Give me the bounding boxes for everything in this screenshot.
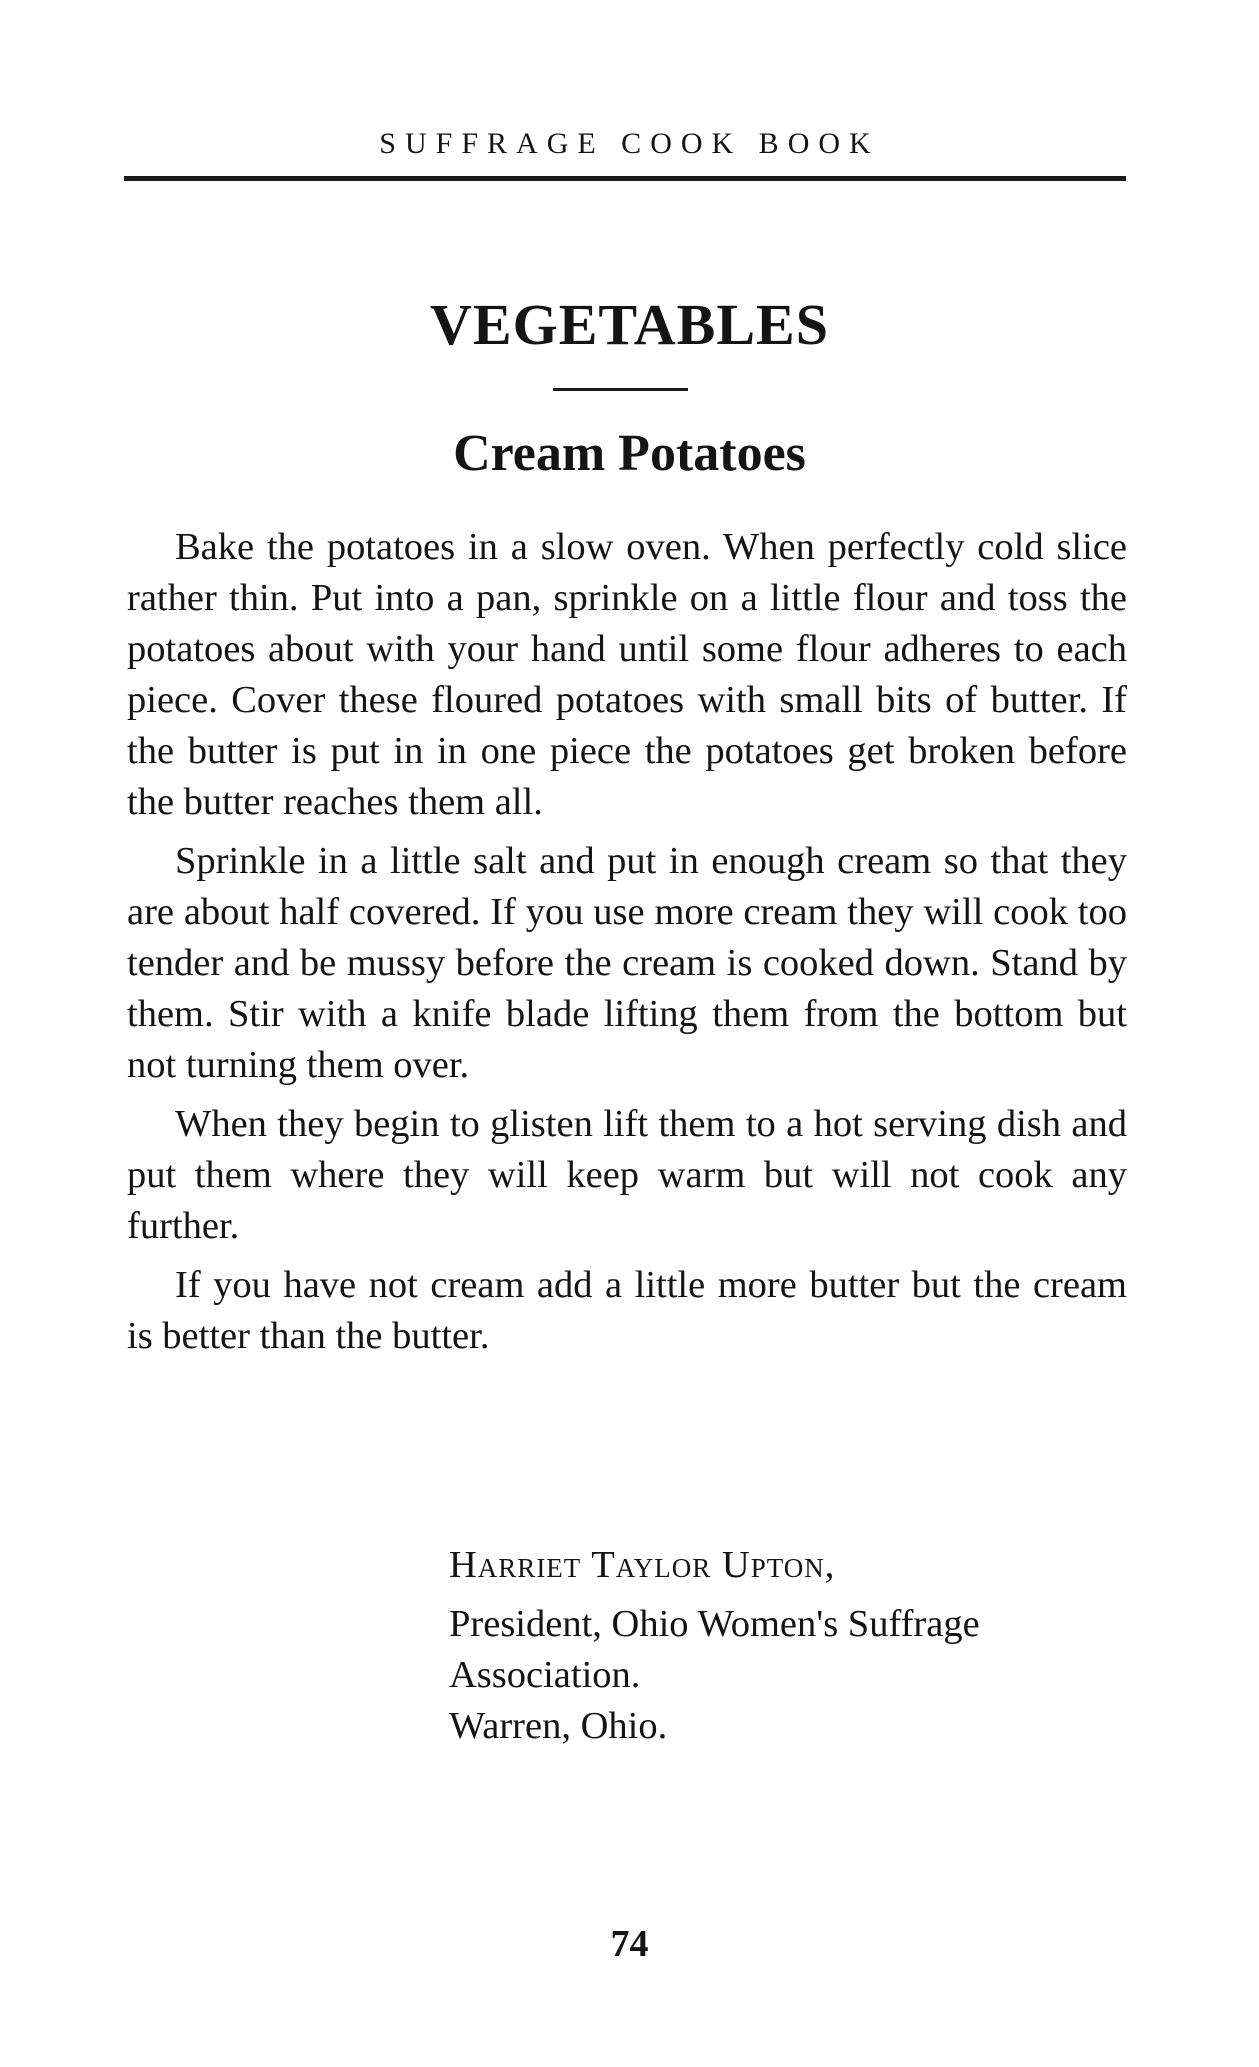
signature-name: Harriet Taylor Upton, — [449, 1544, 836, 1586]
section-divider — [553, 388, 688, 391]
recipe-body — [127, 522, 1127, 1370]
page-number: 74 — [610, 1923, 649, 1965]
signature-title: President, Ohio Women's Suffrage Association. — [449, 1603, 980, 1696]
recipe-paragraph: When they begin to glisten lift them to a hot serving dish and put them where they will keep warm but will not cook any further. — [127, 1103, 1127, 1247]
recipe-paragraph: If you have not cream add a little more butter but the cream is better than the butter. — [127, 1264, 1127, 1357]
recipe-paragraph: Sprinkle in a little salt and put in enough cream so that they are about half covered. If you use more cream they will cook too tender and be mussy before the cream is cooked down. Stand by them. Stir with a knife blade lifting them from the bottom but not turning them over. — [127, 840, 1127, 1086]
signature-block — [449, 1540, 1129, 1752]
running-head: SUFFRAGE COOK BOOK — [379, 127, 880, 160]
recipe-paragraph: Bake the potatoes in a slow oven. When perfectly cold slice rather thin. Put into a pan, sprinkle on a little flour and toss the potatoes about with your hand until some flour adheres to each piece. Cover these floured potatoes with small bits of butter. If the butter is put in in one piece the potatoes get broken before the butter reaches them all. — [127, 526, 1127, 823]
section-title: VEGETABLES — [430, 292, 829, 357]
header-rule — [124, 176, 1126, 181]
signature-place: Warren, Ohio. — [449, 1705, 668, 1747]
recipe-title: Cream Potatoes — [453, 425, 806, 482]
